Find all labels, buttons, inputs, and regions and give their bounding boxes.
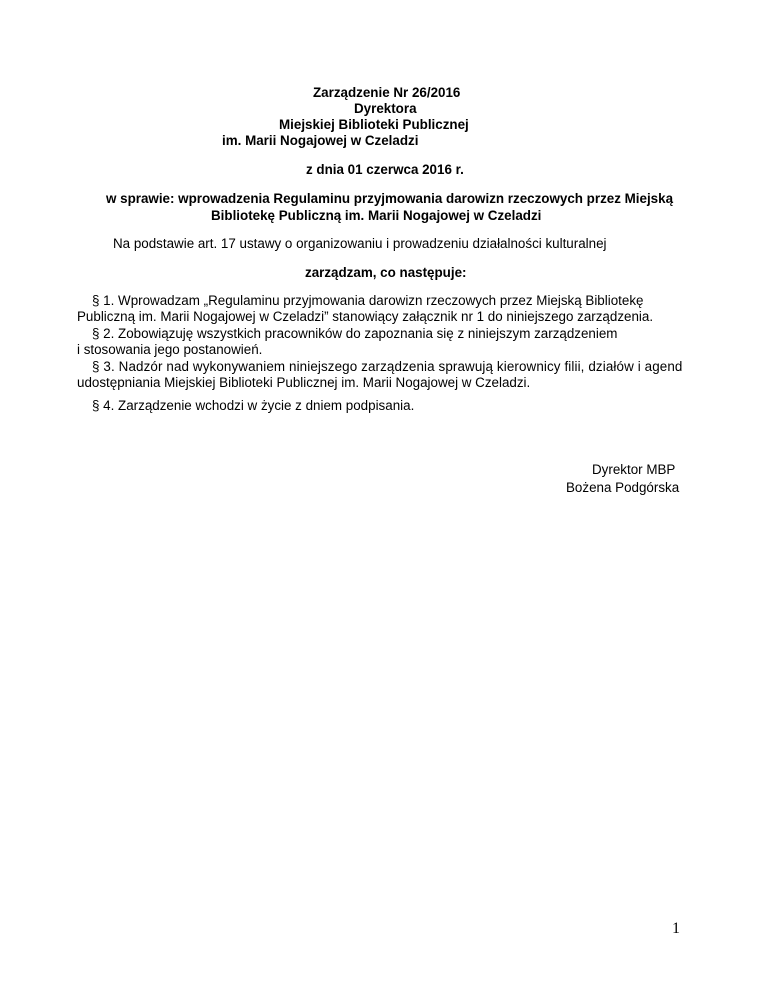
header-issuer: Dyrektora (354, 101, 417, 116)
paragraph-3-line-1: § 3. Nadzór nad wykonywaniem niniejszego zarządzenia sprawują kierownicy filii, działów i agend (92, 359, 683, 374)
paragraph-1-line-2: Publiczną im. Marii Nogajowej w Czeladzi” stanowiący załącznik nr 1 do niniejszego zarządzenia. (77, 309, 654, 324)
decree-phrase: zarządzam, co następuje: (305, 265, 467, 280)
header-title: Zarządzenie Nr 26/2016 (313, 85, 461, 100)
paragraph-2-line-1: § 2. Zobowiązuję wszystkich pracowników do zapoznania się z niniejszym zarządzeniem (92, 326, 618, 341)
header-institution: Miejskiej Biblioteki Publicznej (279, 117, 469, 132)
subject-line-2: Bibliotekę Publiczną im. Marii Nogajowej w Czeladzi (211, 208, 542, 223)
signature-title: Dyrektor MBP (592, 462, 676, 477)
paragraph-3-line-2: udostępniania Miejskiej Biblioteki Publicznej im. Marii Nogajowej w Czeladzi. (77, 375, 531, 390)
document-date: z dnia 01 czerwca 2016 r. (306, 162, 464, 177)
paragraph-1-line-1: § 1. Wprowadzam „Regulaminu przyjmowania darowizn rzeczowych przez Miejską Bibliotekę (92, 293, 644, 308)
paragraph-2-line-2: i stosowania jego postanowień. (77, 342, 263, 357)
page-number: 1 (672, 920, 680, 937)
subject-line-1: w sprawie: wprowadzenia Regulaminu przyjmowania darowizn rzeczowych przez Miejską (106, 191, 674, 206)
paragraph-4: § 4. Zarządzenie wchodzi w życie z dniem podpisania. (92, 398, 415, 413)
signature-name: Bożena Podgórska (566, 480, 680, 495)
legal-basis: Na podstawie art. 17 ustawy o organizowaniu i prowadzeniu działalności kulturalnej (113, 236, 607, 251)
header-institution-name: im. Marii Nogajowej w Czeladzi (222, 133, 419, 148)
